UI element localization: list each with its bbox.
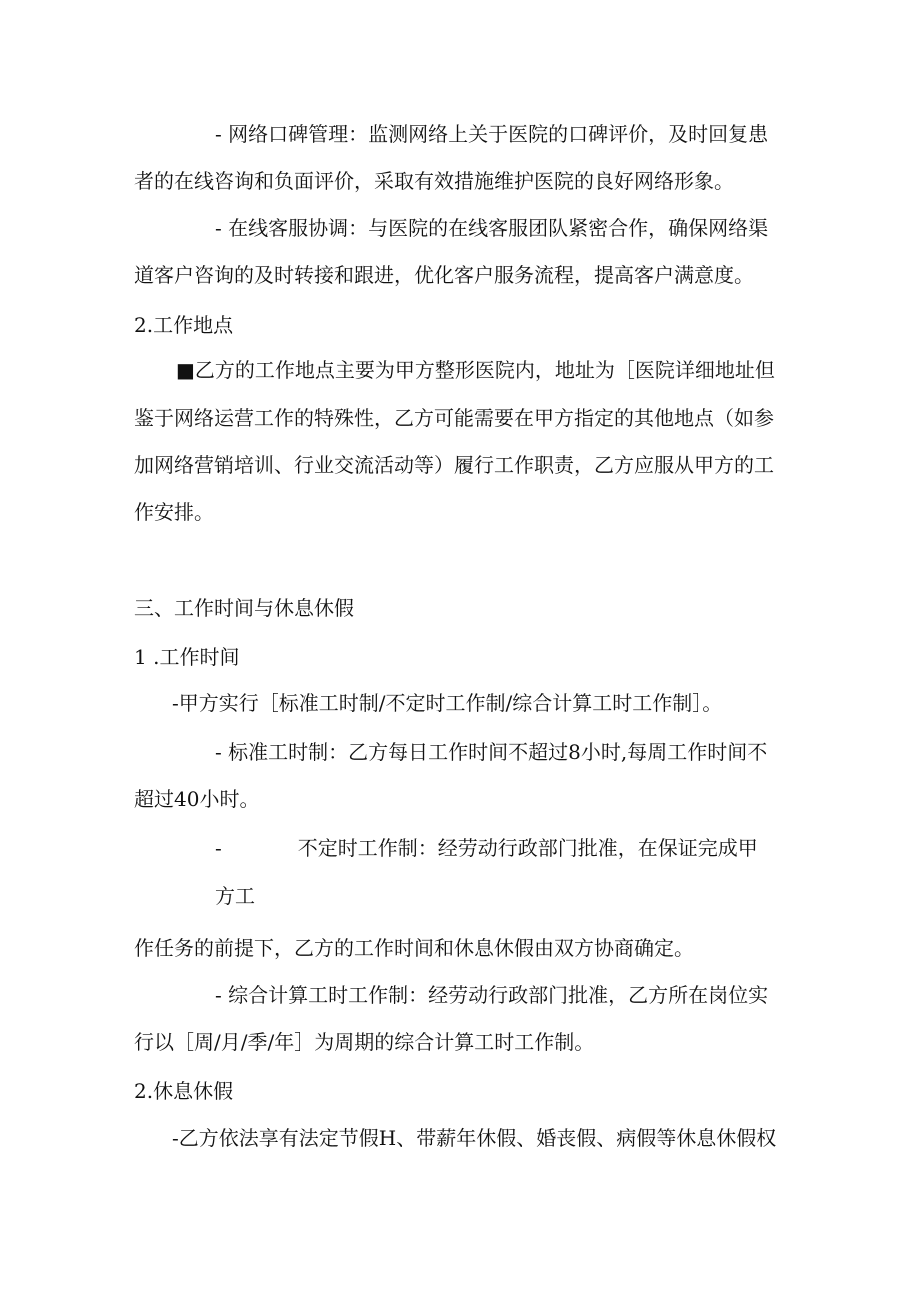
comprehensive-line-2: 行以［周/月/季/年］为周期的综合计算工时工作制。 xyxy=(134,1030,595,1054)
location-line-3: 加网络营销培训、行业交流活动等）履行工作职责，乙方应服从甲方的工 xyxy=(134,453,774,477)
flex-hours-line-3: 作任务的前提下，乙方的工作时间和休息休假由双方协商确定。 xyxy=(134,936,694,960)
location-line-2: 鉴于网络运营工作的特殊性，乙方可能需要在甲方指定的其他地点（如参 xyxy=(134,406,774,430)
heading-work-hours: 1 .工作时间 xyxy=(134,645,240,669)
hours-system-line: -甲方实行［标准工时制/不定时工作制/综合计算工时工作制］。 xyxy=(172,691,723,715)
flex-hours-text: 不定时工作制：经劳动行政部门批准，在保证完成甲 xyxy=(297,836,758,860)
cs-line-1: - 在线客服协调：与医院的在线客服团队紧密合作，确保网络渠 xyxy=(215,216,769,240)
section-heading-3: 三、工作时间与休息休假 xyxy=(134,596,354,620)
standard-hours-line-2: 超过40小时。 xyxy=(134,787,260,811)
location-line-1: ■乙方的工作地点主要为甲方整形医院内，地址为［医院详细地址但 xyxy=(176,358,775,382)
reputation-line-2: 者的在线咨询和负面评价，采取有效措施维护医院的良好网络形象。 xyxy=(134,169,734,193)
standard-hours-line-1: - 标准工时制：乙方每日工作时间不超过8小时,每周工作时间不 xyxy=(215,740,768,764)
flex-hours-dash: - xyxy=(215,836,222,860)
heading-work-location: 2.工作地点 xyxy=(134,313,234,337)
location-line-4: 作安排。 xyxy=(134,500,214,524)
flex-hours-line-1 xyxy=(215,834,920,862)
heading-rest-leave: 2.休息休假 xyxy=(134,1079,234,1103)
cs-line-2: 道客户咨询的及时转接和跟进，优化客户服务流程，提高客户满意度。 xyxy=(134,263,754,287)
flex-hours-line-2: 方工 xyxy=(215,884,255,908)
comprehensive-line-1: - 综合计算工时工作制：经劳动行政部门批准，乙方所在岗位实 xyxy=(215,983,769,1007)
leave-line-1: -乙方依法享有法定节假H、带薪年休假、婚丧假、病假等休息休假权 xyxy=(172,1126,777,1150)
reputation-line-1: - 网络口碑管理：监测网络上关于医院的口碑评价，及时回复患 xyxy=(215,122,769,146)
